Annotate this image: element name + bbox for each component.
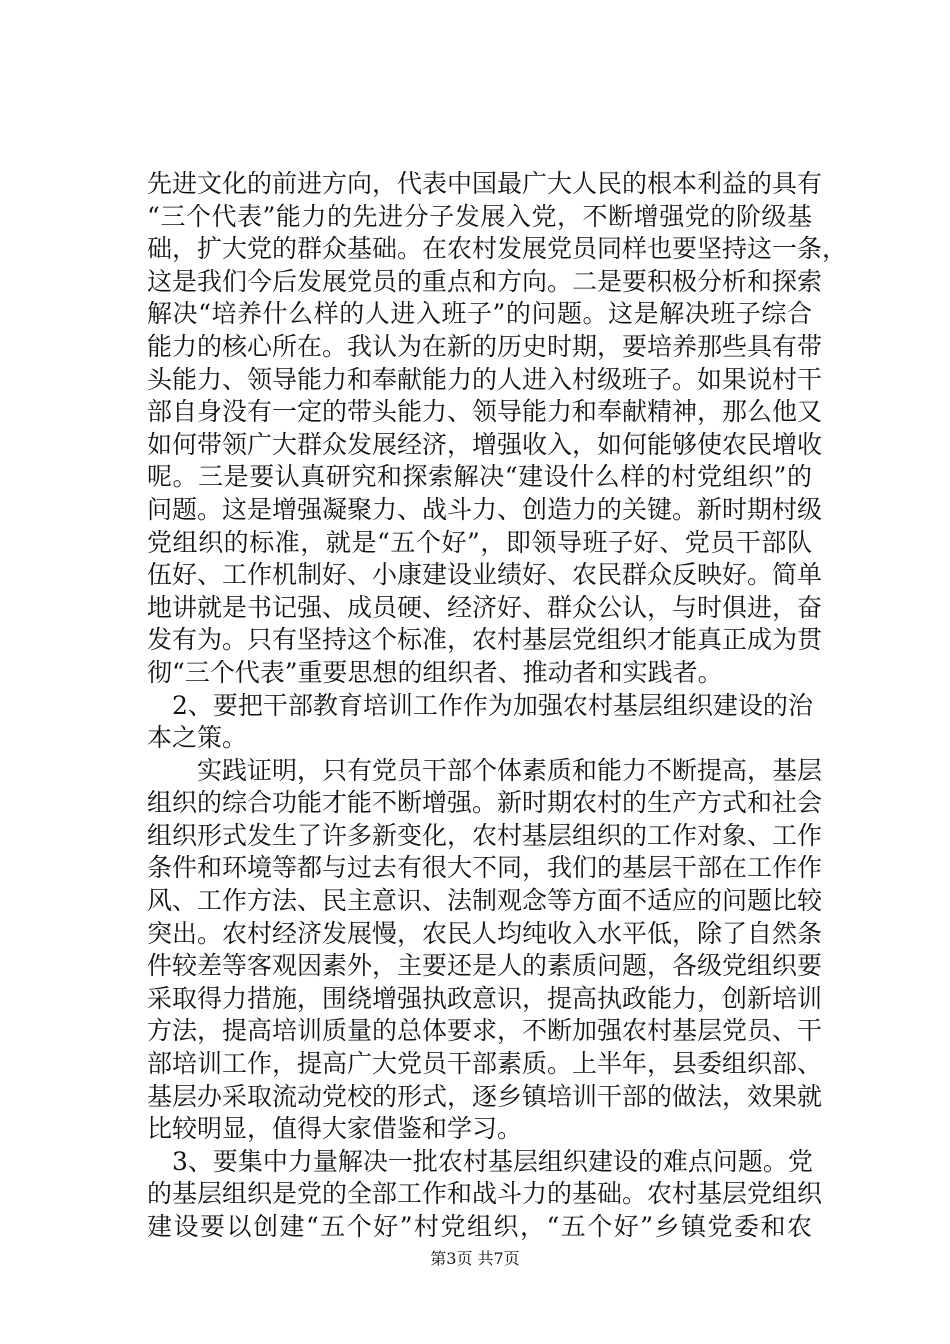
text-line: 条件和环境等都与过去有很大不同，我们的基层干部在工作作 — [147, 853, 823, 883]
text-line: 比较明显，值得大家借鉴和学习。 — [147, 1114, 523, 1144]
text-line: 的基层组织是党的全部工作和战斗力的基础。农村基层党组织 — [147, 1179, 823, 1209]
text-line: 方法，提高培训质量的总体要求，不断加强农村基层党员、干 — [147, 1016, 823, 1046]
text-line: 这是我们今后发展党员的重点和方向。二是要积极分析和探索 — [147, 266, 823, 296]
text-line: 础，扩大党的群众基础。在农村发展党员同样也要坚持这一条， — [147, 234, 848, 264]
text-line: 彻“三个代表”重要思想的组织者、推动者和实践者。 — [147, 657, 723, 687]
text-line: 呢。三是要认真研究和探索解决“建设什么样的村党组织”的 — [147, 462, 812, 492]
text-line: 发有为。只有坚持这个标准，农村基层党组织才能真正成为贯 — [147, 625, 823, 655]
text-line: 件较差等客观因素外，主要还是人的素质问题，各级党组织要 — [147, 951, 823, 981]
text-line: 风、工作方法、民主意识、法制观念等方面不适应的问题比较 — [147, 886, 823, 916]
text-line: 伍好、工作机制好、小康建设业绩好、农民群众反映好。简单 — [147, 560, 823, 590]
text-line: 先进文化的前进方向，代表中国最广大人民的根本利益的具有 — [147, 169, 823, 198]
text-line: 3、要集中力量解决一批农村基层组织建设的难点问题。党 — [147, 1146, 813, 1176]
text-line: 能力的核心所在。我认为在新的历史时期，要培养那些具有带 — [147, 331, 823, 361]
text-line: 党组织的标准，就是“五个好”，即领导班子好、党员干部队 — [147, 527, 812, 557]
text-line: “三个代表”能力的先进分子发展入党，不断增强党的阶级基 — [147, 201, 812, 231]
text-line: 实践证明，只有党员干部个体素质和能力不断提高，基层 — [147, 755, 823, 785]
text-line: 基层办采取流动党校的形式，逐乡镇培训干部的做法，效果就 — [147, 1081, 823, 1111]
text-line: 2、要把干部教育培训工作作为加强农村基层组织建设的治 — [147, 690, 813, 720]
text-line: 部自身没有一定的带头能力、领导能力和奉献精神，那么他又 — [147, 397, 823, 427]
text-line: 组织的综合功能才能不断增强。新时期农村的生产方式和社会 — [147, 788, 823, 818]
text-line: 地讲就是书记强、成员硬、经济好、群众公认，与时俱进，奋 — [147, 592, 823, 622]
text-line: 解决“培养什么样的人进入班子”的问题。这是解决班子综合 — [147, 299, 812, 329]
text-line: 部培训工作，提高广大党员干部素质。上半年，县委组织部、 — [147, 1049, 823, 1079]
body-text — [147, 168, 848, 1244]
text-line: 采取得力措施，围绕增强执政意识，提高执政能力，创新培训 — [147, 983, 823, 1013]
text-line: 建设要以创建“五个好”村党组织，“五个好”乡镇党委和农 — [147, 1212, 812, 1241]
text-line: 头能力、领导能力和奉献能力的人进入村级班子。如果说村干 — [147, 364, 823, 394]
text-line: 本之策。 — [147, 723, 248, 753]
text-line: 突出。农村经济发展慢，农民人均纯收入水平低，除了自然条 — [147, 918, 823, 948]
text-line: 问题。这是增强凝聚力、战斗力、创造力的关键。新时期村级 — [147, 494, 823, 524]
text-line: 组织形式发生了许多新变化，农村基层组织的工作对象、工作 — [147, 820, 823, 850]
page-number-footer: 第3页 共7页 — [430, 1249, 520, 1268]
text-line: 如何带领广大群众发展经济，增强收入，如何能够使农民增收 — [147, 429, 823, 459]
